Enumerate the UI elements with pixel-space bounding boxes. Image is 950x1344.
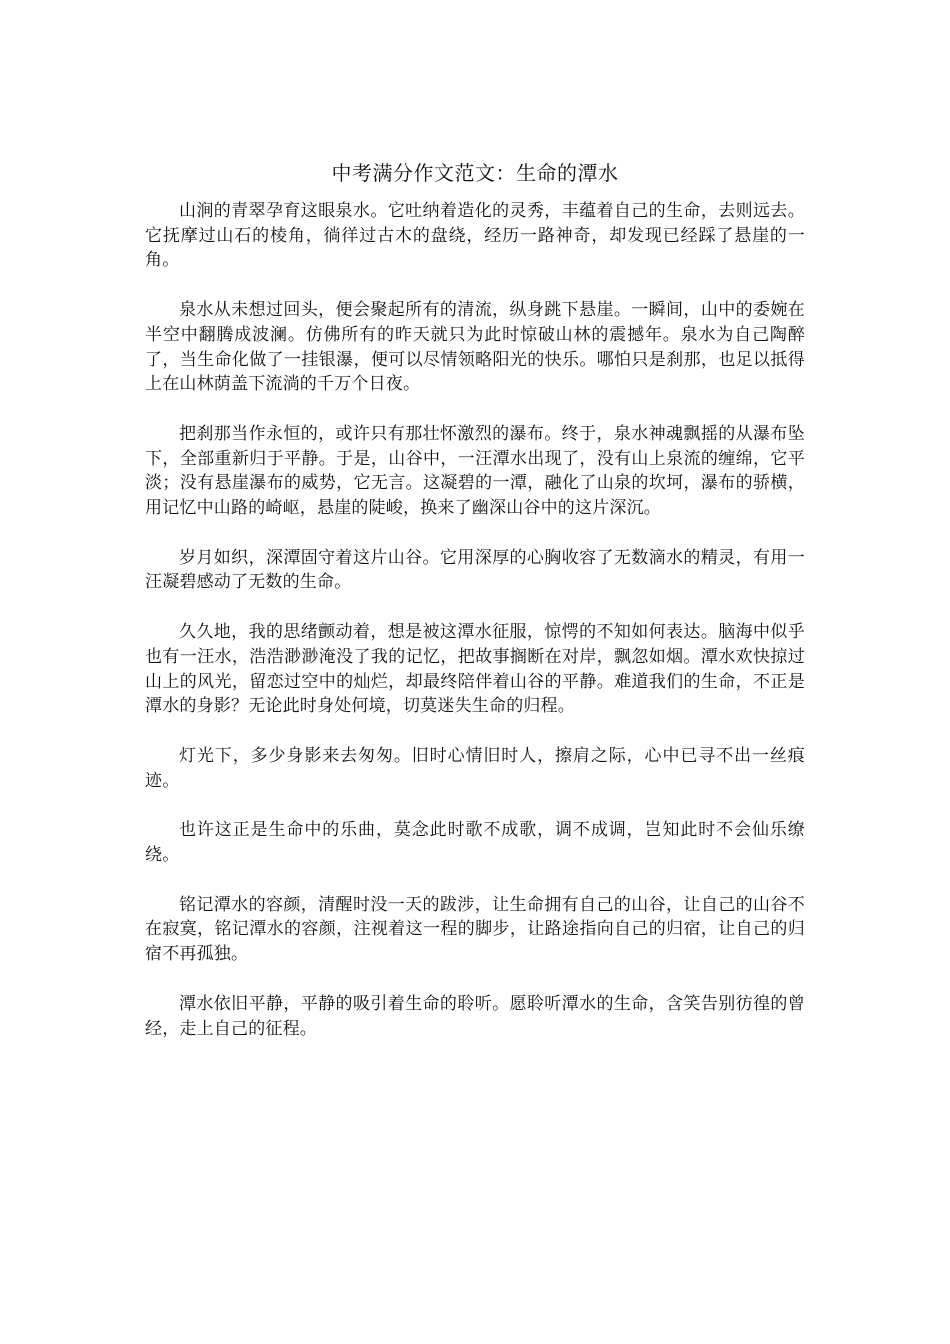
paragraph-1: 山涧的青翠孕育这眼泉水。它吐纳着造化的灵秀，丰蕴着自己的生命，去则远去。它抚摩过山石的棱角，徜徉过古木的盘绕，经历一路神奇，却发现已经踩了悬崖的一角。 [145, 201, 805, 271]
paragraph-2: 泉水从未想过回头，便会聚起所有的清流，纵身跳下悬崖。一瞬间，山中的委婉在半空中翻腾成波澜。仿佛所有的昨天就只为此时惊破山林的震撼年。泉水为自己陶醉了，当生命化做了一挂银瀑，便可以尽情领略阳光的快乐。哪怕只是刹那，也足以抵得上在山林荫盖下流淌的千万个日夜。 [145, 300, 805, 395]
paragraph-7: 也许这正是生命中的乐曲，莫念此时歌不成歌，调不成调，岂知此时不会仙乐缭绕。 [145, 820, 805, 866]
document-body [145, 199, 805, 1066]
paragraph-6: 灯光下，多少身影来去匆匆。旧时心情旧时人，擦肩之际，心中已寻不出一丝痕迹。 [145, 745, 805, 791]
paragraph-4: 岁月如织，深潭固守着这片山谷。它用深厚的心胸收容了无数滴水的精灵，有用一汪凝碧感动了无数的生命。 [145, 547, 805, 593]
paragraph-9: 潭水依旧平静，平静的吸引着生命的聆听。愿聆听潭水的生命，含笑告别彷徨的曾经，走上自己的征程。 [145, 993, 805, 1039]
document-title: 中考满分作文范文：生命的潭水 [331, 161, 619, 185]
paragraph-8: 铭记潭水的容颜，清醒时没一天的跋涉，让生命拥有自己的山谷，让自己的山谷不在寂寞，铭记潭水的容颜，注视着这一程的脚步，让路途指向自己的归宿，让自己的归宿不再孤独。 [145, 894, 805, 965]
paragraph-3: 把刹那当作永恒的，或许只有那壮怀激烈的瀑布。终于，泉水神魂飘摇的从瀑布坠下，全部重新归于平静。于是，山谷中，一汪潭水出现了，没有山上泉流的缠绵，它平淡；没有悬崖瀑布的威势，它无言。这凝碧的一潭，融化了山泉的坎坷，瀑布的骄横，用记忆中山路的崎岖，悬崖的陡峻，换来了幽深山谷中的这片深沉。 [145, 423, 805, 519]
paragraph-5: 久久地，我的思绪颤动着，想是被这潭水征服，惊愕的不知如何表达。脑海中似乎也有一汪水，浩浩渺渺淹没了我的记忆，把故事搁断在对岸，飘忽如烟。潭水欢快掠过山上的风光，留恋过空中的灿烂，却最终陪伴着山谷的平静。难道我们的生命，不正是潭水的身影？无论此时身处何境，切莫迷失生命的归程。 [145, 622, 805, 717]
